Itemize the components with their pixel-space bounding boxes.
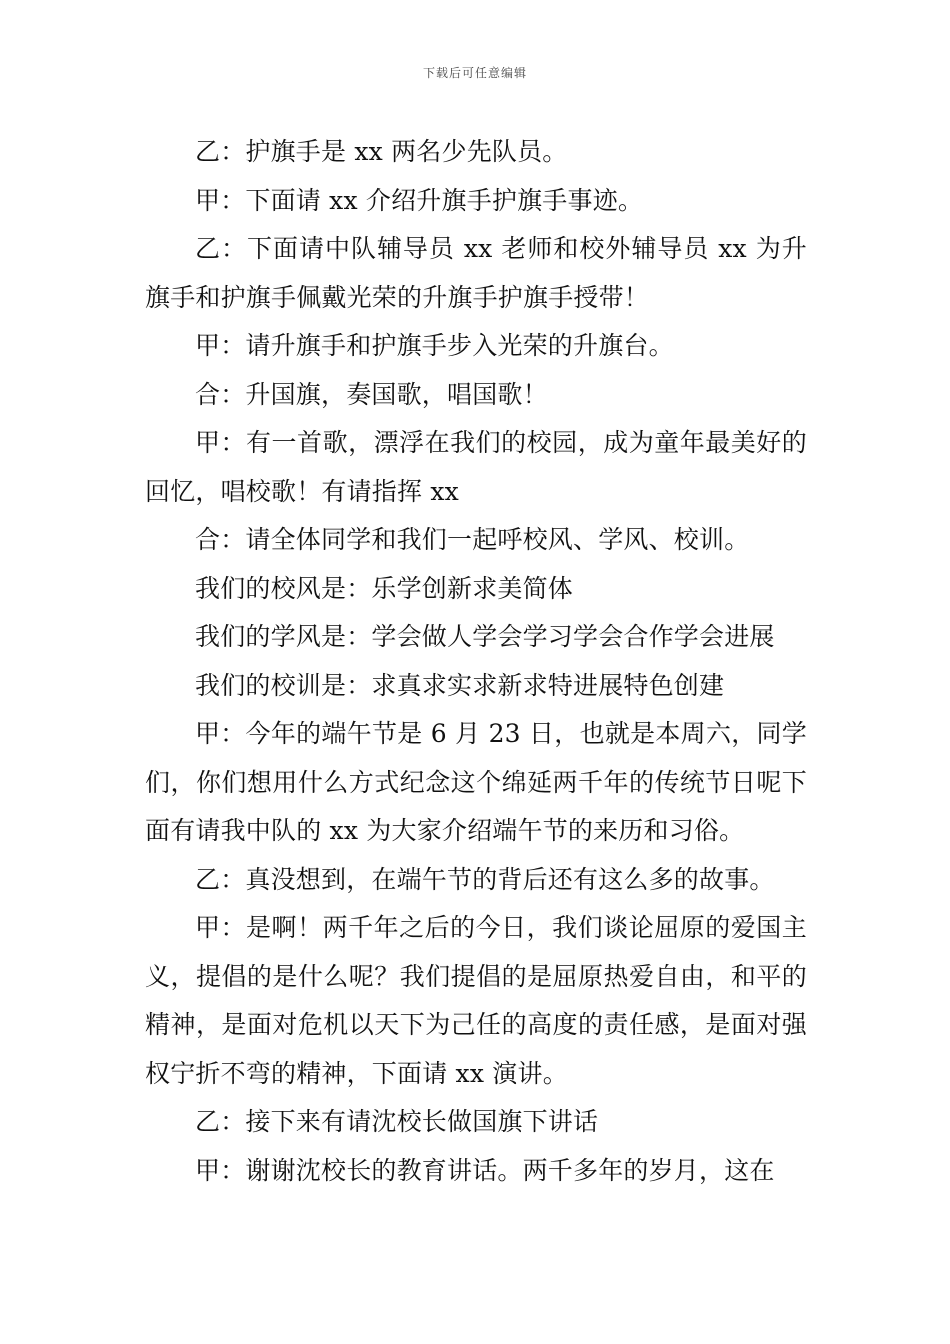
paragraph: 甲：下面请 xx 介绍升旗手护旗手事迹。 [195, 185, 644, 215]
paragraph: 乙：接下来有请沈校长做国旗下讲话 [195, 1107, 599, 1136]
paragraph: 甲：是啊！两千年之后的今日，我们谈论屈原的爱国主义，提倡的是什么呢？我们提倡的是屈原热爱自由，和平的精神，是面对危机以天下为己任的高度的责任感，是面对强权宁折不弯的精神，下面请 xx 演讲。 [145, 913, 807, 1088]
paragraph: 乙：下面请中队辅导员 xx 老师和校外辅导员 xx 为升旗手和护旗手佩戴光荣的升旗手护旗手授带！ [145, 234, 807, 312]
paragraph: 甲：请升旗手和护旗手步入光荣的升旗台。 [195, 331, 674, 360]
paragraph: 合：升国旗，奏国歌，唱国歌！ [195, 379, 548, 409]
paragraph: 我们的校风是：乐学创新求美简体 [195, 573, 574, 603]
paragraph: 我们的校训是：求真求实求新求特进展特色创建 [195, 670, 725, 700]
document-body [145, 128, 807, 1195]
paragraph: 乙：护旗手是 xx 两名少先队员。 [195, 137, 568, 166]
paragraph: 乙：真没想到，在端午节的背后还有这么多的故事。 [195, 864, 775, 894]
paragraph: 我们的学风是：学会做人学会学习学会合作学会进展 [195, 622, 775, 651]
paragraph: 甲：今年的端午节是 6 月 23 日，也就是本周六，同学们，你们想用什么方式纪念这个绵延两千年的传统节日呢下面有请我中队的 xx 为大家介绍端午节的来历和习俗。 [145, 719, 807, 845]
paragraph: 甲：有一首歌，漂浮在我们的校园，成为童年最美好的回忆，唱校歌！有请指挥 xx [145, 428, 807, 506]
paragraph: 合：请全体同学和我们一起呼校风、学风、校训。 [195, 525, 750, 554]
paragraph: 甲：谢谢沈校长的教育讲话。两千多年的岁月，这在 [195, 1155, 775, 1185]
page-header: 下载后可任意编辑 [422, 66, 527, 80]
